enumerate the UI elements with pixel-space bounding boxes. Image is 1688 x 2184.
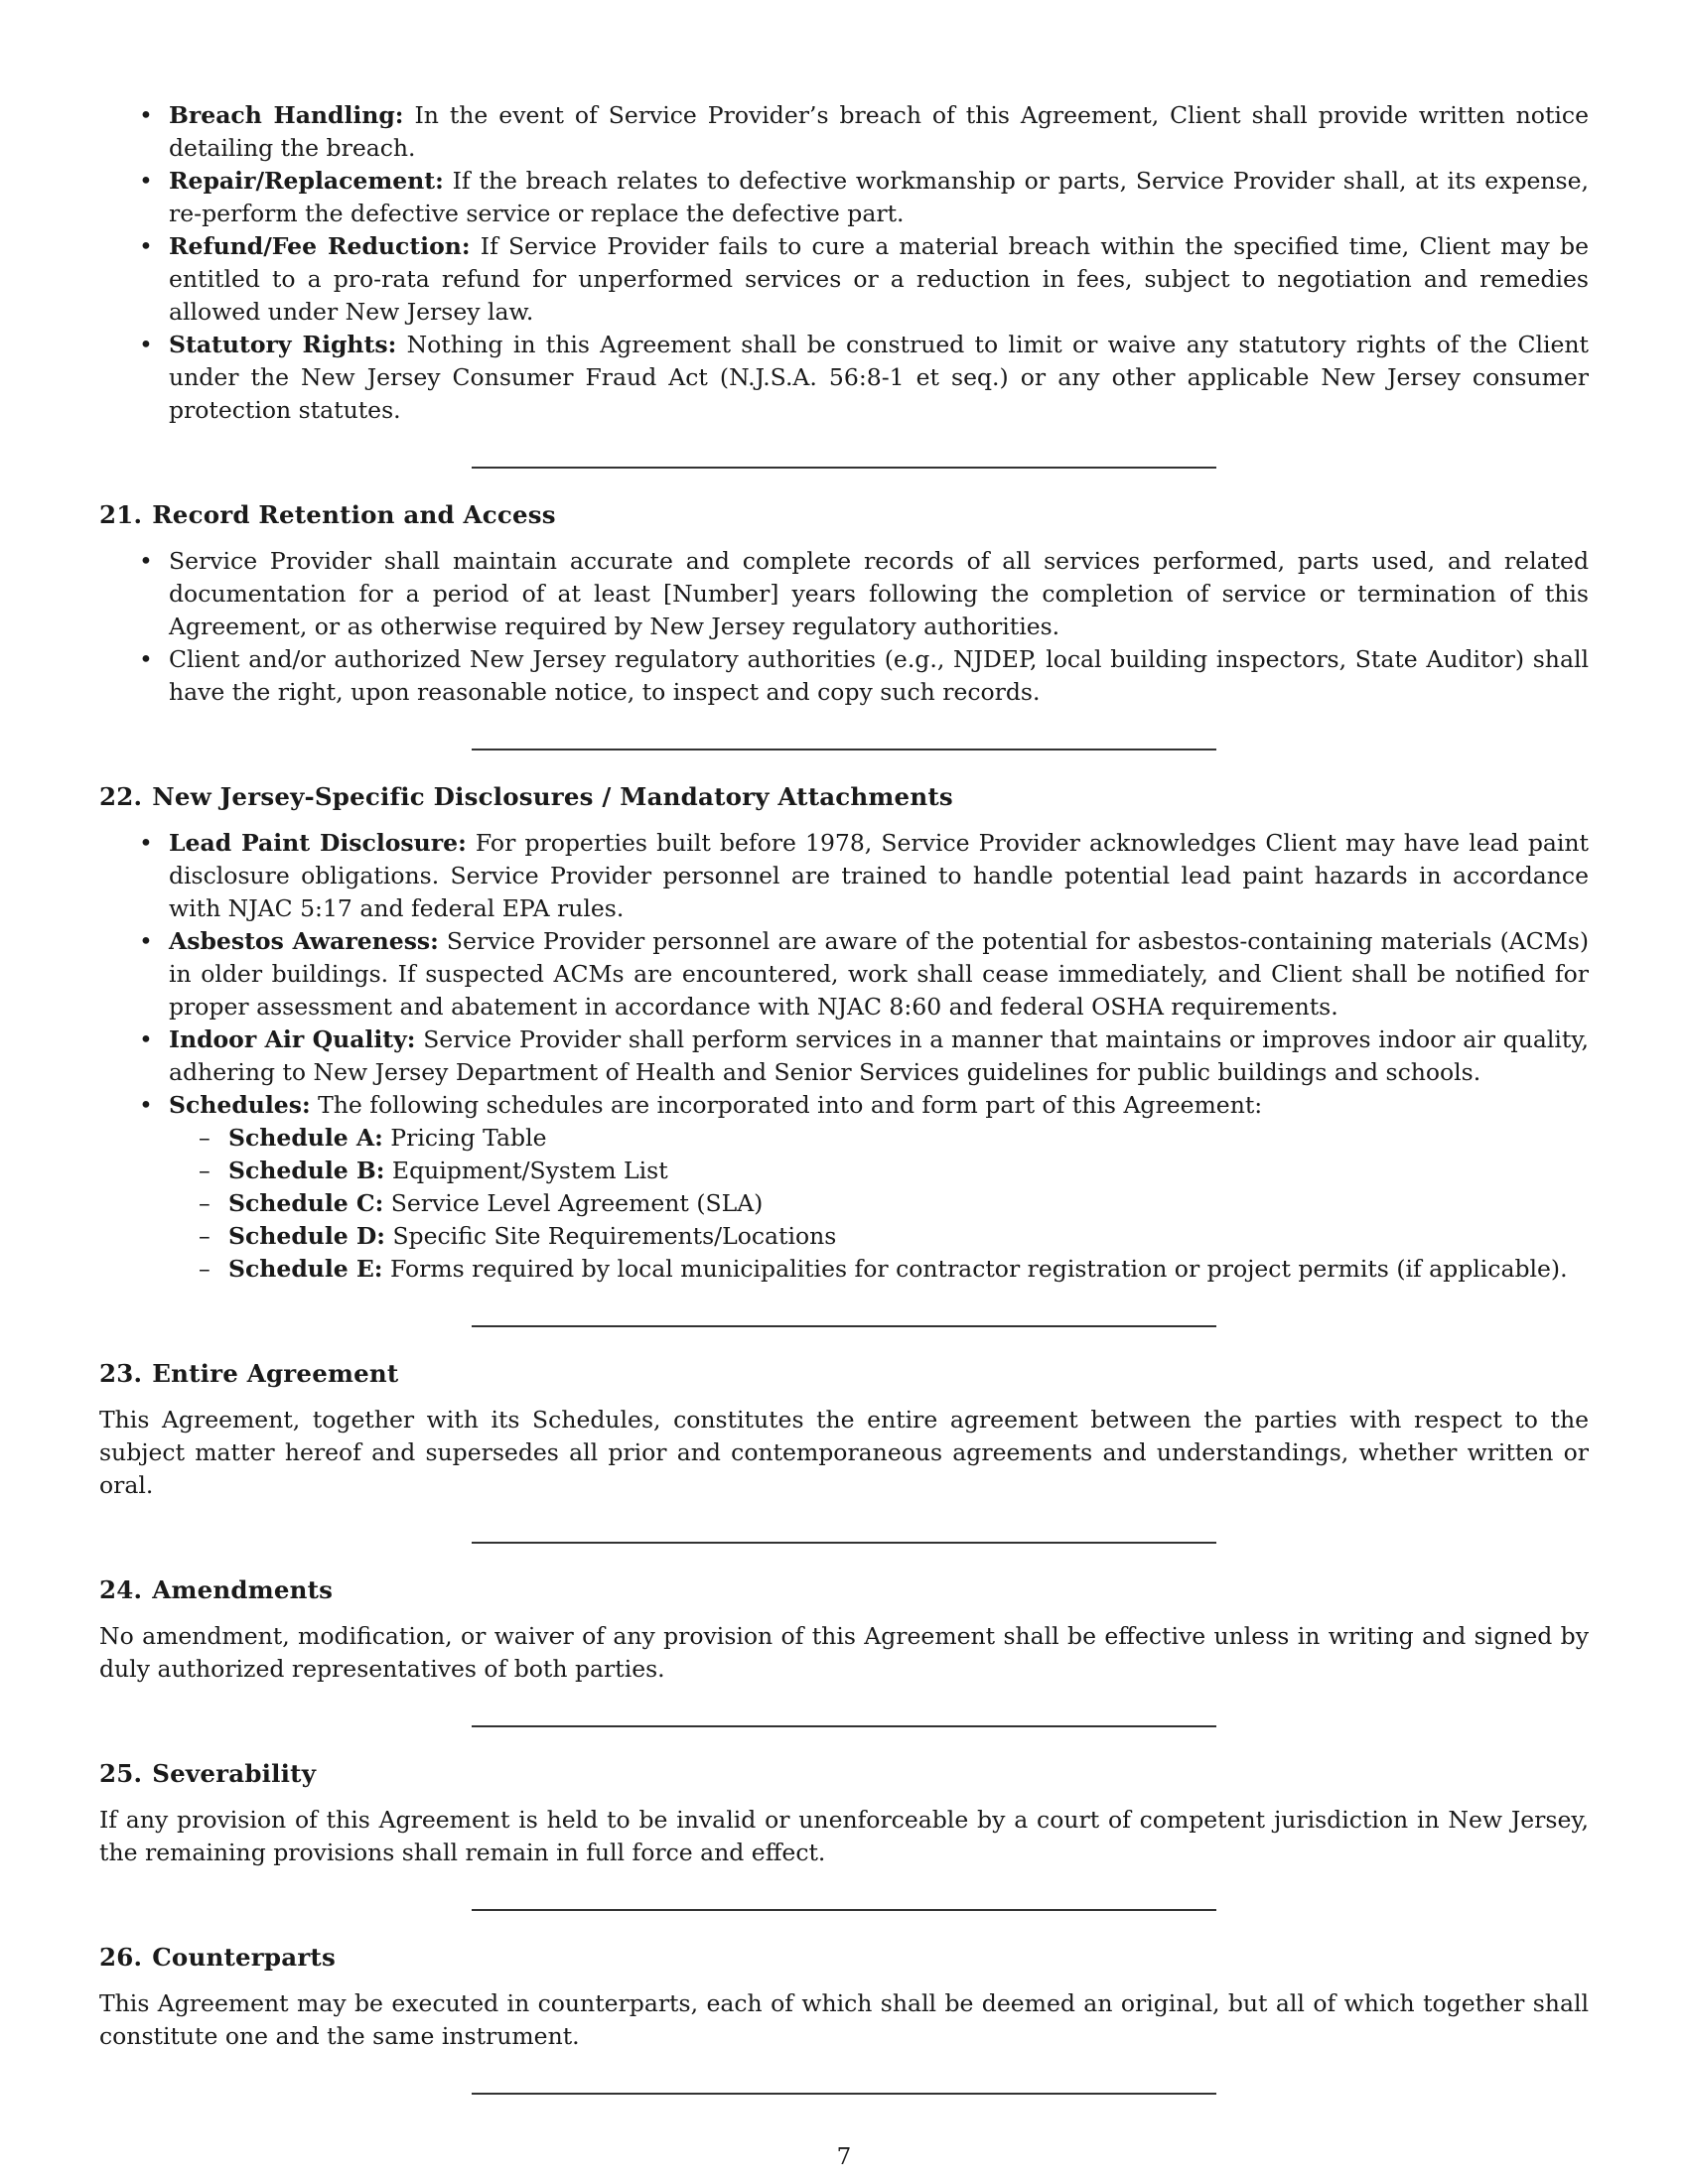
section-number: 23.	[99, 1359, 143, 1388]
item-label: Refund/Fee Reduction:	[169, 232, 471, 260]
list-item	[99, 1089, 1589, 1286]
schedule-label: Schedule C:	[228, 1189, 384, 1217]
schedule-text: Specific Site Requirements/Locations	[392, 1222, 837, 1250]
section-paragraph: This Agreement may be executed in counterparts, each of which shall be deemed an original, but all of which together shall constitute one and the same instrument.	[99, 1989, 1589, 2050]
disclosures-list	[99, 827, 1589, 1286]
section-title: Entire Agreement	[152, 1359, 399, 1388]
remedies-list	[99, 99, 1589, 427]
section-heading-25	[99, 1757, 1589, 1790]
section-number: 24.	[99, 1575, 143, 1604]
section-heading-23	[99, 1357, 1589, 1390]
schedule-text: Equipment/System List	[391, 1157, 668, 1184]
section-number: 26.	[99, 1943, 143, 1972]
item-label: Asbestos Awareness:	[169, 927, 439, 955]
list-item: • Client and/or authorized New Jersey regulatory authorities (e.g., NJDEP, local building inspectors, State Auditor) shall have the right, upon reasonable notice, to inspect and copy such records.	[99, 643, 1589, 709]
list-item	[99, 99, 1589, 165]
section-paragraph: No amendment, modification, or waiver of any provision of this Agreement shall be effective unless in writing and signed by duly authorized representatives of both parties.	[99, 1622, 1589, 1683]
section-divider	[472, 1325, 1216, 1327]
schedule-label: Schedule E:	[228, 1255, 383, 1283]
schedule-item	[169, 1187, 1589, 1220]
section-title: Counterparts	[152, 1943, 336, 1972]
section-divider	[472, 749, 1216, 751]
list-item	[99, 230, 1589, 329]
page-number: 7	[836, 2144, 852, 2170]
list-item	[99, 827, 1589, 925]
item-text: The following schedules are incorporated into and form part of this Agreement:	[318, 1091, 1263, 1119]
item-label: Breach Handling:	[169, 101, 404, 129]
item-text: In the event of Service Provider’s breach of this Agreement, Client shall provide written notice detailing the breach.	[169, 101, 1589, 162]
item-text: Service Provider personnel are aware of the potential for asbestos-containing materials (ACMs) in older buildings. If suspected ACMs are encountered, work shall cease immediately, and Client shall be notified for proper assessment and abatement in accordance with NJAC 8:60 and federal OSHA requirements.	[169, 927, 1589, 1021]
section-heading-24	[99, 1573, 1589, 1606]
schedule-item	[169, 1155, 1589, 1187]
section-paragraph: This Agreement, together with its Schedules, constitutes the entire agreement between the parties with respect to the subject matter hereof and supersedes all prior and contemporaneous agreements and understandings, whether written or oral.	[99, 1406, 1589, 1499]
list-item	[99, 329, 1589, 427]
schedule-text: Forms required by local municipalities for contractor registration or project permits (if applicable).	[389, 1255, 1568, 1283]
record-retention-list	[99, 545, 1589, 709]
item-text: Nothing in this Agreement shall be construed to limit or waive any statutory rights of the Client under the New Jersey Consumer Fraud Act (N.J.S.A. 56:8-1 et seq.) or any other applicable New Jersey consumer protection statutes.	[169, 331, 1589, 424]
item-label: Repair/Replacement:	[169, 167, 444, 195]
schedule-item	[169, 1253, 1589, 1286]
schedule-label: Schedule D:	[228, 1222, 385, 1250]
item-label: Indoor Air Quality:	[169, 1025, 416, 1053]
schedule-item	[169, 1220, 1589, 1253]
item-label: Schedules:	[169, 1091, 311, 1119]
document-page	[99, 99, 1589, 2124]
section-title: New Jersey-Specific Disclosures / Mandatory Attachments	[152, 782, 953, 811]
list-item	[99, 165, 1589, 230]
section-heading-26	[99, 1941, 1589, 1974]
section-number: 25.	[99, 1759, 143, 1788]
section-divider	[472, 2093, 1216, 2095]
item-text: If Service Provider fails to cure a material breach within the specified time, Client may be entitled to a pro-rata refund for unperformed services or a reduction in fees, subject to negotiation and remedies allowed under New Jersey law.	[169, 232, 1589, 326]
item-label: Statutory Rights:	[169, 331, 397, 358]
section-divider	[472, 1725, 1216, 1727]
section-number: 22.	[99, 782, 143, 811]
item-text: Service Provider shall perform services in a manner that maintains or improves indoor air quality, adhering to New Jersey Department of Health and Senior Services guidelines for public buildings and schools.	[169, 1025, 1589, 1086]
schedules-list	[169, 1122, 1589, 1286]
section-divider	[472, 467, 1216, 469]
section-title: Amendments	[152, 1575, 334, 1604]
schedule-label: Schedule B:	[228, 1157, 385, 1184]
section-divider	[472, 1909, 1216, 1911]
item-label: Lead Paint Disclosure:	[169, 829, 467, 857]
item-text: If the breach relates to defective workmanship or parts, Service Provider shall, at its expense, re-perform the defective service or replace the defective part.	[169, 167, 1589, 227]
section-title: Severability	[152, 1759, 317, 1788]
section-number: 21.	[99, 500, 143, 529]
section-heading-22	[99, 780, 1589, 813]
schedule-text: Service Level Agreement (SLA)	[390, 1189, 764, 1217]
schedule-text: Pricing Table	[390, 1124, 547, 1152]
section-heading-21	[99, 498, 1589, 531]
list-item	[99, 1024, 1589, 1089]
section-divider	[472, 1542, 1216, 1544]
section-title: Record Retention and Access	[152, 500, 556, 529]
schedule-item	[169, 1122, 1589, 1155]
list-item	[99, 925, 1589, 1024]
list-item: • Service Provider shall maintain accurate and complete records of all services performed, parts used, and related documentation for a period of at least [Number] years following the completion of service or termination of this Agreement, or as otherwise required by New Jersey regulatory authorities.	[99, 545, 1589, 643]
section-paragraph: If any provision of this Agreement is held to be invalid or unenforceable by a court of competent jurisdiction in New Jersey, the remaining provisions shall remain in full force and effect.	[99, 1806, 1589, 1866]
item-text: For properties built before 1978, Service Provider acknowledges Client may have lead paint disclosure obligations. Service Provider personnel are trained to handle potential lead paint hazards in accordance with NJAC 5:17 and federal EPA rules.	[169, 829, 1589, 922]
schedule-label: Schedule A:	[228, 1124, 383, 1152]
